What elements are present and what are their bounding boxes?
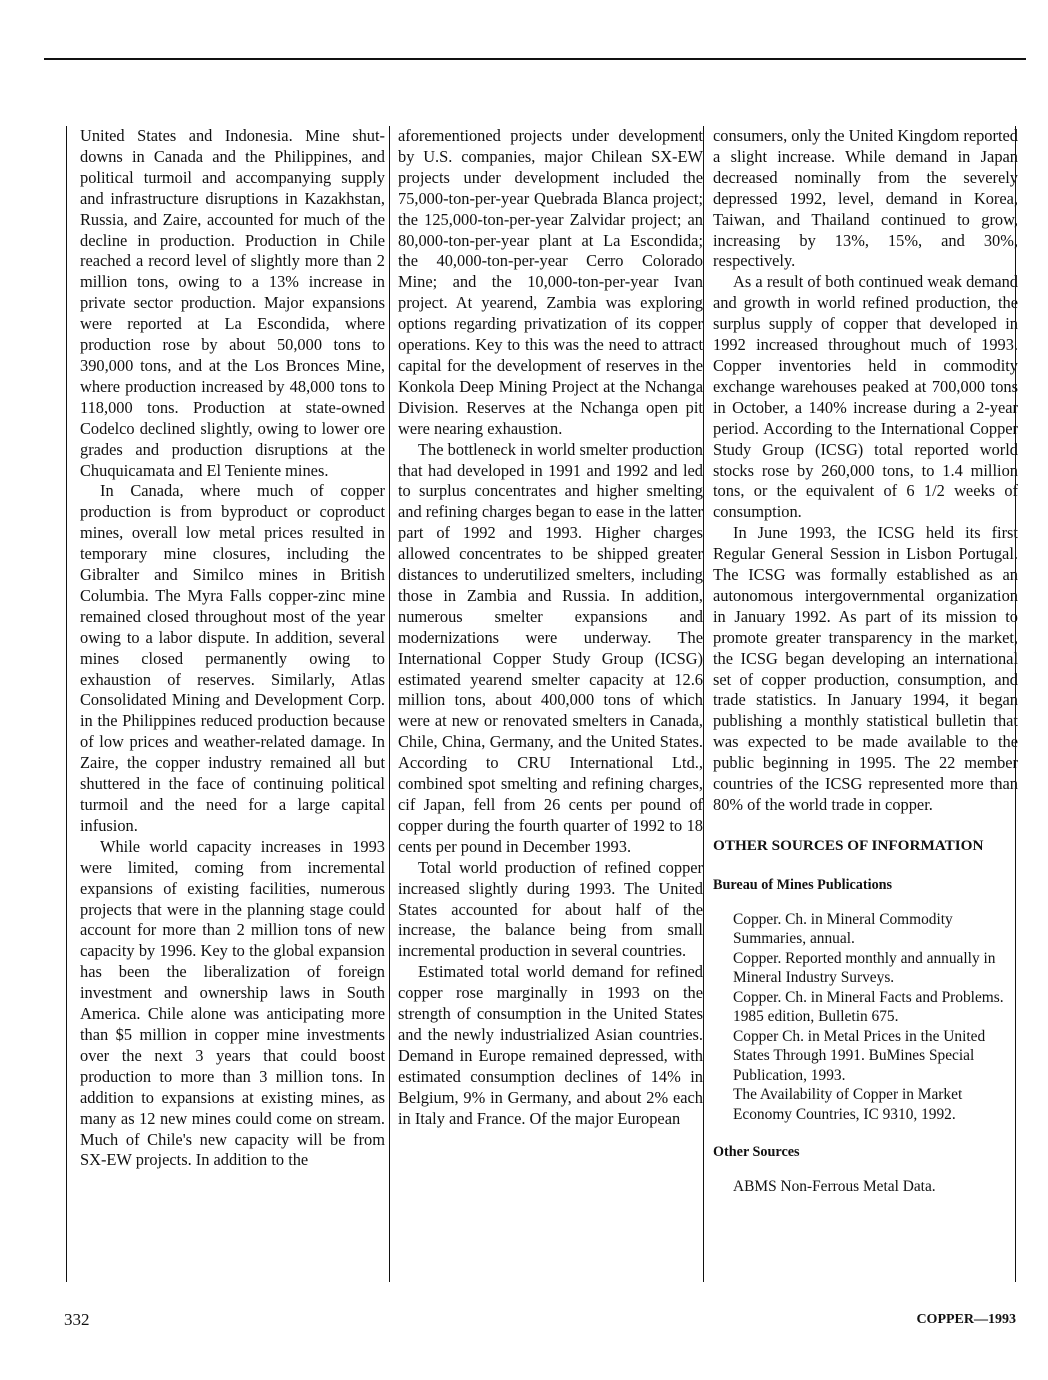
paragraph: While world capacity increases in 1993 were limited, coming from incremental expansions of existing facilities, numerous projects that were in the planning stage could account for more than 2 million tons of new capacity by 1996. Key to the global expansion has been the liberalization of foreign investment and ownership laws in South America. Chile alone was anticipating more than $5 million in copper mine investments over the next 3 years that could boost production to more than 3 million tons. In addition to expansions at existing mines, as many as 12 new mines could come on stream. Much of Chile's new capacity will be from SX-EW projects. In addition to the bbox=[80, 836, 385, 1170]
paragraph: As a result of both continued weak demand and growth in world refined production, the surplus supply of copper that developed in 1992 increased throughout much of 1993. Copper inventories held in commodity exchange warehouses peaked at 700,000 tons in October, a 140% increase during a 2-year period. According to the International Copper Study Group (ICSG) total reported world stocks rose by 260,000 tons, to 1.4 million tons, or the equivalent of 6 1/2 weeks of consumption. bbox=[713, 272, 1018, 522]
paragraph: United States and Indonesia. Mine shut-downs in Canada and the Philippines, and political turmoil and accompanying supply and infrastructure disruptions in Kazakhstan, Russia, and Zaire, accounted for much of the decline in production. Production in Chile reached a record level of slightly more than 2 million tons, owing to a 13% increase in private sector production. Major expansions were reported at La Escondida, where production rose by about 50,000 tons to 390,000 tons, and at the Los Bronces Mine, where production increased by 48,000 tons to 118,000 tons. Production at state-owned Codelco declined slightly, owing to lower ore grades and production disruptions at the Chuquicamata and El Teniente mines. bbox=[80, 126, 385, 480]
publication-entry: Copper. Reported monthly and annually in Mineral Industry Surveys. bbox=[733, 949, 996, 987]
subsection-heading-other: Other Sources bbox=[713, 1144, 800, 1161]
top-rule bbox=[44, 58, 1026, 60]
publication-entry: The Availability of Copper in Market Economy Countries, IC 9310, 1992. bbox=[733, 1086, 963, 1123]
paragraph: aforementioned projects under development by U.S. companies, major Chilean SX-EW projects under development included the 75,000-ton-per-year Quebrada Blanca project; the 125,000-ton-per-year Zalvidar project; an 80,000-ton-per-year plant at La Escondida; the 40,000-ton-per-year Cerro Colorado Mine; and the 10,000-ton-per-year Ivan project. At yearend, Zambia was exploring options regarding privatization of its copper operations. Key to this was the need to attract capital for the development of reserves in the Konkola Deep Mining Project at the Nchanga Division. Reserves at the Nchanga open pit were nearing exhaustion. bbox=[398, 126, 703, 438]
paragraph: consumers, only the United Kingdom reported a slight increase. While demand in Japan decreased nominally from the severely depressed 1992, level, demand in Korea, Taiwan, and Thailand continued to grow, increasing by 13%, 15%, and 30%, respectively. bbox=[713, 126, 1018, 271]
publication-entry: Copper. Ch. in Mineral Facts and Problems. 1985 edition, Bulletin 675. bbox=[733, 988, 1004, 1026]
paragraph: Total world production of refined copper increased slightly during 1993. The United States accounted for about half of the increase, the balance being from small incremental production in several countries. bbox=[398, 857, 703, 961]
other-source-entry: ABMS Non-Ferrous Metal Data. bbox=[733, 1178, 936, 1196]
publication-entry: Copper Ch. in Metal Prices in the United States Through 1991. BuMines Special Publication, 1993. bbox=[733, 1027, 986, 1084]
text-column-2 bbox=[398, 126, 703, 1130]
text-column-1 bbox=[80, 126, 385, 1171]
column-rule-2-3 bbox=[703, 126, 704, 1282]
column-rule-1-2 bbox=[389, 126, 390, 1282]
paragraph: In Canada, where much of copper production is from byproduct or coproduct mines, overall low metal prices resulted in temporary mine closures, including the Gibralter and Similco mines in British Columbia. The Myra Falls copper-zinc mine remained closed throughout most of the year owing to a labor dispute. In addition, several mines closed permanently owing to exhaustion of reserves. Similarly, Atlas Consolidated Mining and Development Corp. in the Philippines reduced production because of low prices and weather-related damage. In Zaire, the copper industry remained all but shuttered in the face of continuing political turmoil and the need for a large capital infusion. bbox=[80, 481, 385, 835]
subsection-heading-bureau: Bureau of Mines Publications bbox=[713, 876, 893, 893]
paragraph: Estimated total world demand for refined copper rose marginally in 1993 on the strength of consumption in the United States and the newly industrialized Asian countries. Demand in Europe remained depressed, with estimated consumption declines of 14% in Belgium, 9% in Germany, and about 2% each in Italy and France. Of the major European bbox=[398, 962, 703, 1128]
page-number: 332 bbox=[64, 1310, 90, 1329]
paragraph: In June 1993, the ICSG held its first Regular General Session in Lisbon Portugal. The ICSG was formally established as an autonomous intergovernmental organization in January 1992. As part of its mission to promote greater transparency in the market, the ICSG began developing an international set of copper production, consumption, and trade statistics. In January 1994, it began publishing a monthly statistical bulletin that was expected to be made available to the public beginning in 1995. The 22 member countries of the ICSG represented more than 80% of the world trade in copper. bbox=[713, 523, 1018, 814]
paragraph: The bottleneck in world smelter production that had developed in 1991 and 1992 and led to surplus concentrates and higher smelting and refining charges began to ease in the latter part of 1992 and 1993. Higher charges allowed concentrates to be shipped greater distances to underutilized smelters, including those in Zambia and Russia. In addition, numerous smelter expansions and modernizations were underway. The International Copper Study Group (ICSG) estimated yearend smelter capacity at 12.6 million tons, about 400,000 tons of which were at new or renovated smelters in Canada, Chile, China, Germany, and the United States. According to CRU International Ltd., combined spot smelting and refining charges, cif Japan, fell from 26 cents per pound of copper during the fourth quarter of 1992 to 18 cents per pound in December 1993. bbox=[398, 439, 703, 856]
column-rule-left bbox=[66, 126, 67, 1282]
text-column-3 bbox=[713, 126, 1018, 1197]
publication-entry: Copper. Ch. in Mineral Commodity Summaries, annual. bbox=[733, 910, 953, 948]
running-title: COPPER—1993 bbox=[916, 1312, 1016, 1327]
section-heading: OTHER SOURCES OF INFORMATION bbox=[713, 836, 984, 854]
